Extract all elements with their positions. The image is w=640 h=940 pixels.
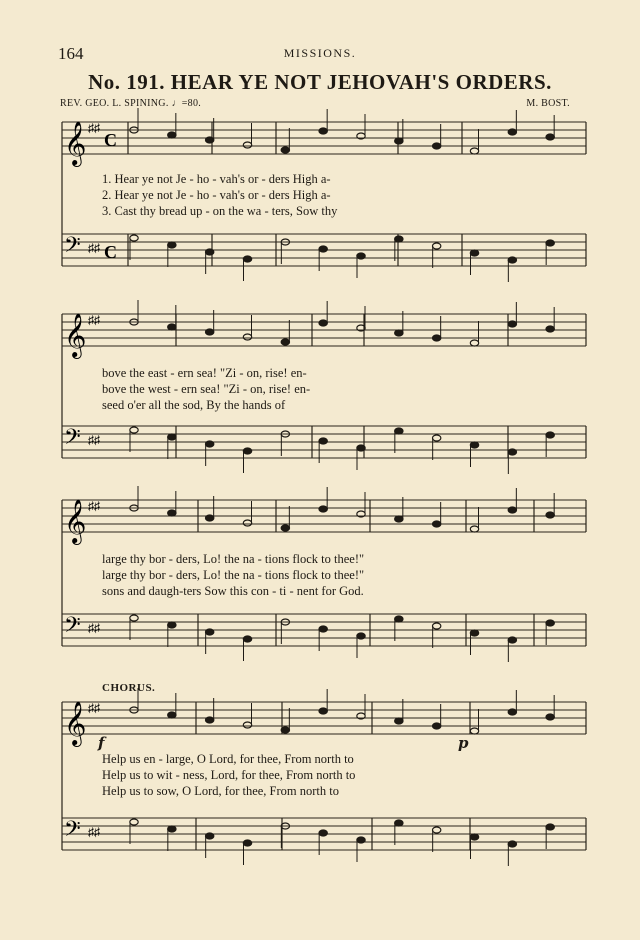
note-head-icon (130, 615, 138, 621)
treble-clef-icon: 𝄞 (64, 499, 87, 543)
lyric-line-1-3: 3. Cast thy bread up - on the wa - ters, Sow thy (102, 204, 338, 218)
dynamic-piano: p (458, 734, 469, 752)
note-head-icon (243, 722, 251, 728)
treble-clef-icon: 𝄞 (64, 313, 87, 357)
note-head-icon (395, 138, 403, 144)
note-head-icon (395, 428, 403, 434)
note-head-icon (546, 134, 554, 140)
note-head-icon (357, 445, 365, 451)
note-head-icon (395, 616, 403, 622)
note-head-icon (243, 448, 251, 454)
note-head-icon (395, 820, 403, 826)
hymn-title: No. 191. HEAR YE NOT JEHOVAH'S ORDERS. (88, 70, 552, 94)
note-head-icon (470, 834, 478, 840)
lyric-line-4-1: Help us en - large, O Lord, for thee, From north to (102, 752, 354, 766)
note-head-icon (319, 830, 327, 836)
note-head-icon (319, 506, 327, 512)
note-head-icon (205, 137, 213, 143)
note-head-icon (395, 236, 403, 242)
note-head-icon (319, 246, 327, 252)
note-head-icon (205, 629, 213, 635)
key-signature-sharp-icon: ♯♯ (88, 499, 100, 513)
page-number: 164 (58, 44, 84, 63)
note-head-icon (319, 128, 327, 134)
bass-clef-icon: 𝄢 (64, 233, 81, 263)
key-signature-sharp-icon: ♯♯ (88, 825, 100, 839)
common-time-icon: C (104, 130, 117, 150)
bass-clef-icon: 𝄢 (64, 425, 81, 455)
note-head-icon (281, 525, 289, 531)
note-head-icon (546, 714, 554, 720)
note-head-icon (470, 526, 478, 532)
note-head-icon (508, 257, 516, 263)
note-head-icon (243, 636, 251, 642)
note-head-icon (546, 512, 554, 518)
key-signature-sharp-icon: ♯♯ (88, 621, 100, 635)
note-head-icon (205, 717, 213, 723)
note-head-icon (508, 841, 516, 847)
note-head-icon (432, 143, 440, 149)
note-head-icon (319, 708, 327, 714)
bass-clef-icon: 𝄢 (64, 817, 81, 847)
note-head-icon (432, 623, 440, 629)
lyric-line-1-1: 1. Hear ye not Je - ho - vah's or - ders High a- (102, 172, 331, 186)
note-head-icon (168, 132, 176, 138)
key-signature-sharp-icon: ♯♯ (88, 701, 100, 715)
note-head-icon (168, 324, 176, 330)
note-head-icon (470, 148, 478, 154)
note-head-icon (508, 637, 516, 643)
note-head-icon (432, 335, 440, 341)
note-head-icon (508, 321, 516, 327)
note-head-icon (205, 441, 213, 447)
lyric-line-4-3: Help us to sow, O Lord, for thee, From north to (102, 784, 340, 798)
note-head-icon (168, 622, 176, 628)
note-head-icon (508, 709, 516, 715)
lyric-line-2-3: seed o'er all the sod, By the hands of (102, 398, 286, 412)
key-signature-sharp-icon: ♯♯ (88, 241, 100, 255)
note-head-icon (395, 718, 403, 724)
note-head-icon (508, 449, 516, 455)
lyric-line-2-2: bove the west - ern sea! "Zi - on, rise! en- (102, 382, 311, 396)
note-head-icon (281, 727, 289, 733)
lyricist-name: REV. GEO. L. SPINING. (60, 98, 169, 109)
note-head-icon (281, 339, 289, 345)
note-head-icon (432, 723, 440, 729)
note-head-icon (168, 510, 176, 516)
note-head-icon (432, 827, 440, 833)
note-head-icon (130, 427, 138, 433)
note-head-icon (546, 432, 554, 438)
treble-clef-icon: 𝄞 (64, 701, 87, 745)
note-head-icon (243, 334, 251, 340)
note-head-icon (168, 826, 176, 832)
note-head-icon (546, 326, 554, 332)
composer-credit: M. BOST. (526, 98, 570, 109)
note-head-icon (168, 712, 176, 718)
lyric-line-3-3: sons and daugh-ters Sow this con - ti - nent for God. (102, 584, 364, 598)
note-head-icon (470, 340, 478, 346)
bass-clef-icon: 𝄢 (64, 613, 81, 643)
note-head-icon (546, 824, 554, 830)
lyric-line-1-2: 2. Hear ye not Je - ho - vah's or - ders High a- (102, 188, 331, 202)
lyric-line-4-2: Help us to wit - ness, Lord, for thee, From north to (102, 768, 356, 782)
note-head-icon (546, 240, 554, 246)
note-head-icon (432, 435, 440, 441)
common-time-icon: C (104, 242, 117, 262)
note-head-icon (281, 147, 289, 153)
note-head-icon (470, 250, 478, 256)
note-head-icon (395, 330, 403, 336)
note-head-icon (357, 253, 365, 259)
note-head-icon (508, 129, 516, 135)
treble-clef-icon: 𝄞 (64, 121, 87, 165)
note-head-icon (205, 329, 213, 335)
note-head-icon (319, 320, 327, 326)
key-signature-sharp-icon: ♯♯ (88, 121, 100, 135)
note-head-icon (357, 633, 365, 639)
note-head-icon (168, 242, 176, 248)
note-head-icon (470, 728, 478, 734)
note-head-icon (243, 256, 251, 262)
note-head-icon (432, 521, 440, 527)
note-head-icon (508, 507, 516, 513)
note-head-icon (243, 840, 251, 846)
note-head-icon (357, 837, 365, 843)
note-head-icon (243, 520, 251, 526)
note-head-icon (319, 438, 327, 444)
note-head-icon (205, 515, 213, 521)
dynamic-forte: f (98, 734, 105, 752)
lyric-line-2-1: bove the east - ern sea! "Zi - on, rise! en- (102, 366, 307, 380)
note-head-icon (432, 243, 440, 249)
lyric-line-3-1: large thy bor - ders, Lo! the na - tions flock to thee!" (102, 552, 365, 566)
note-head-icon (168, 434, 176, 440)
note-head-icon (243, 142, 251, 148)
note-head-icon (130, 235, 138, 241)
note-head-icon (470, 630, 478, 636)
note-head-icon (205, 833, 213, 839)
note-head-icon (395, 516, 403, 522)
key-signature-sharp-icon: ♯♯ (88, 433, 100, 447)
note-head-icon (205, 249, 213, 255)
lyric-line-3-2: large thy bor - ders, Lo! the na - tions flock to thee!" (102, 568, 365, 582)
key-signature-sharp-icon: ♯♯ (88, 313, 100, 327)
note-head-icon (546, 620, 554, 626)
tempo-marking: ♩=80. (171, 98, 202, 109)
section-heading: MISSIONS. (283, 46, 357, 60)
note-head-icon (130, 819, 138, 825)
note-head-icon (319, 626, 327, 632)
note-head-icon (470, 442, 478, 448)
chorus-label: CHORUS. (102, 682, 156, 694)
